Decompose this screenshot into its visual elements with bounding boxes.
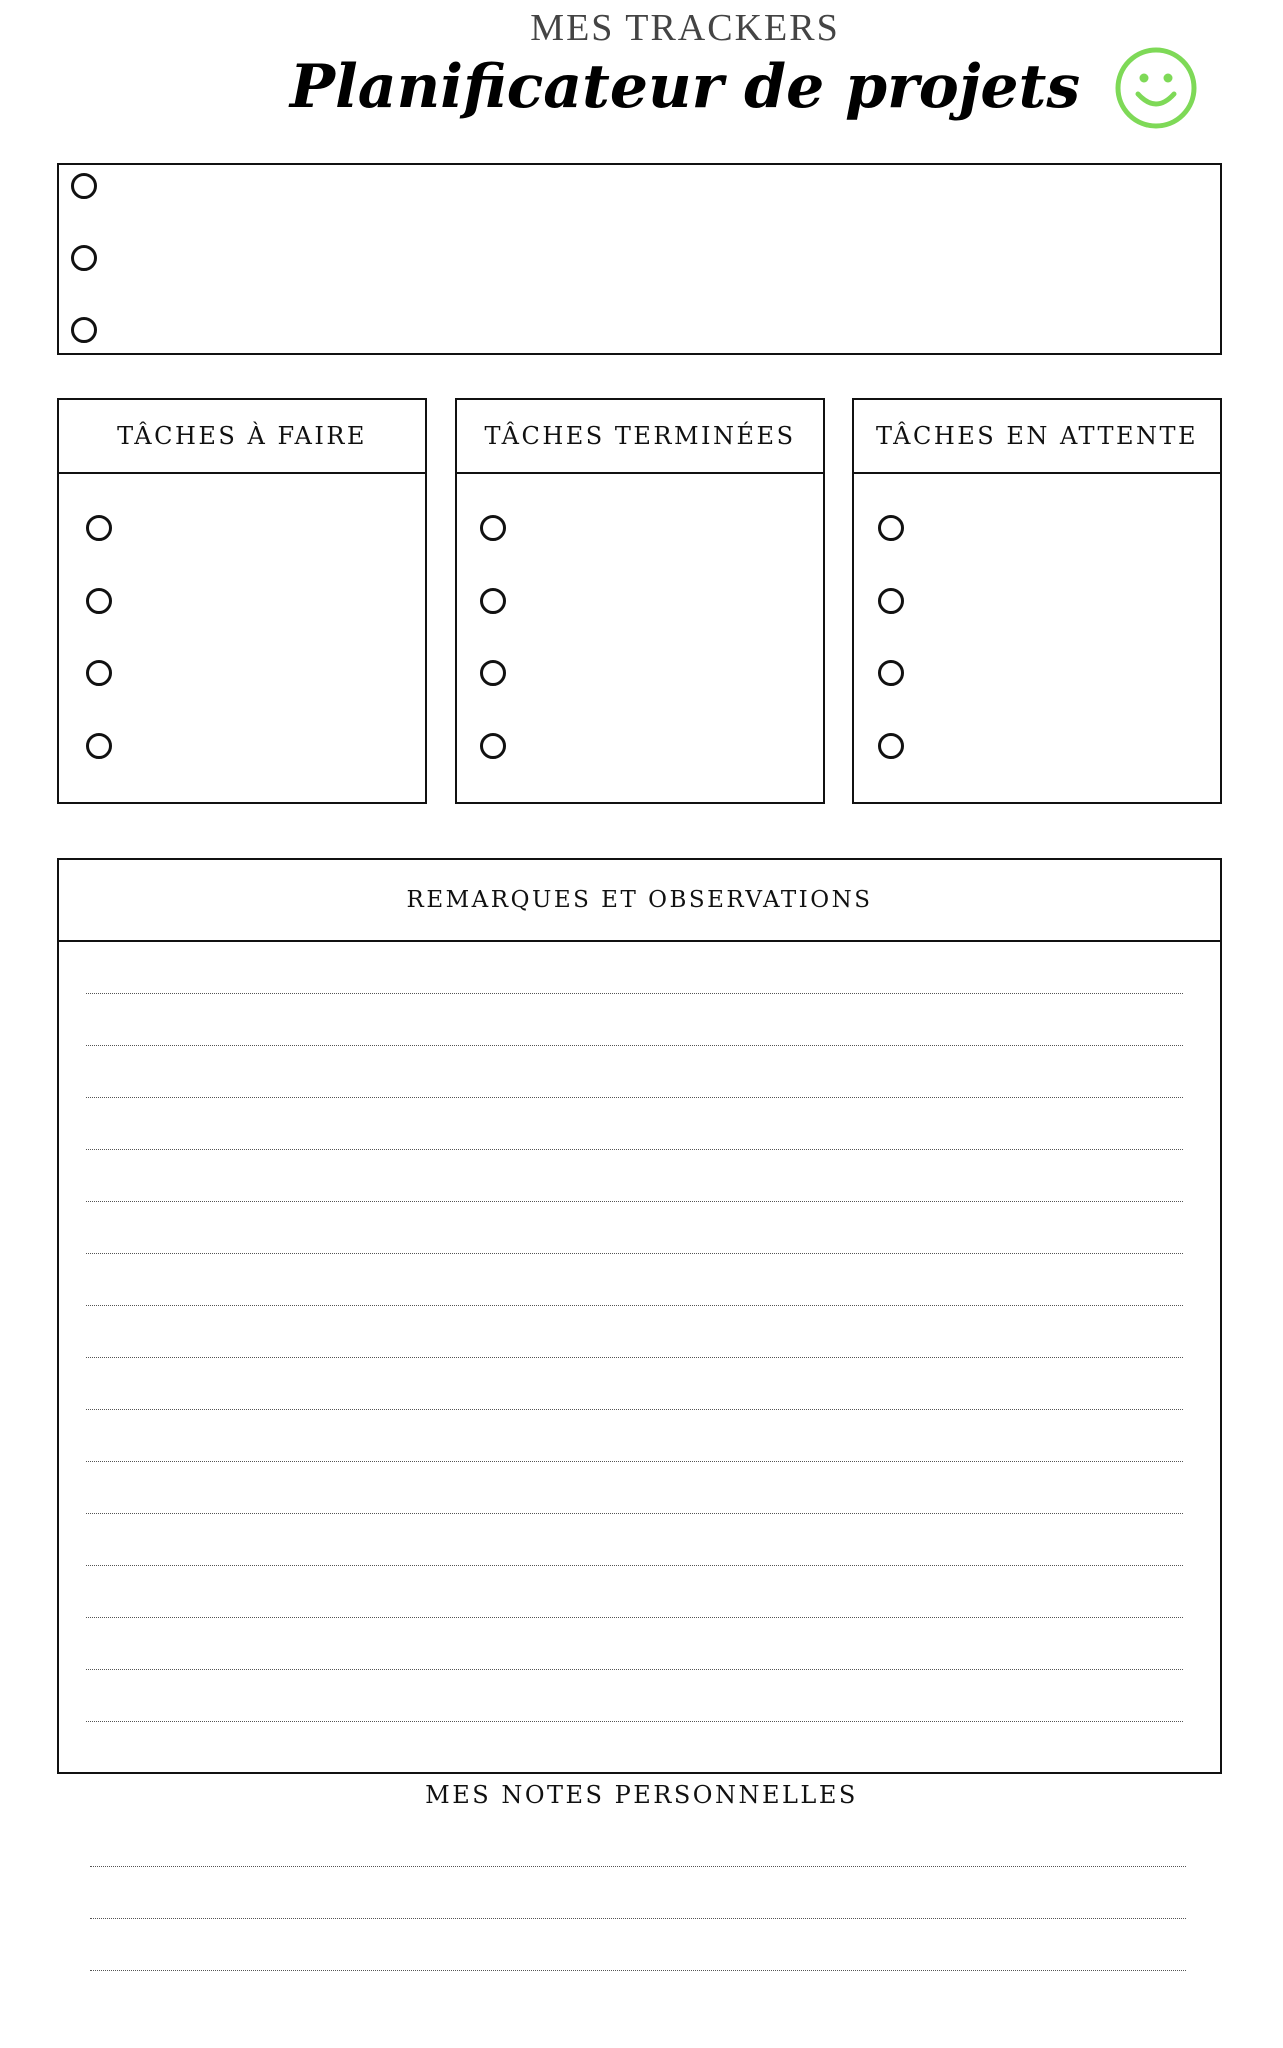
writing-line[interactable] [86, 1097, 1183, 1098]
column-header: TÂCHES TERMINÉES [457, 400, 823, 474]
writing-line[interactable] [86, 1565, 1183, 1566]
writing-line[interactable] [86, 1253, 1183, 1254]
writing-line[interactable] [86, 1409, 1183, 1410]
column-header: TÂCHES À FAIRE [59, 400, 425, 474]
writing-line[interactable] [90, 1866, 1186, 1867]
smiley-icon [1114, 46, 1198, 130]
page-eyebrow: MES TRACKERS [530, 7, 840, 49]
writing-line[interactable] [86, 993, 1183, 994]
writing-line[interactable] [86, 1513, 1183, 1514]
checkbox-circle[interactable] [71, 245, 97, 271]
column-done [455, 398, 825, 804]
checkbox-circle[interactable] [86, 733, 112, 759]
notes-box [57, 858, 1222, 1774]
checkbox-circle[interactable] [480, 733, 506, 759]
checkbox-circle[interactable] [71, 173, 97, 199]
writing-line[interactable] [86, 1305, 1183, 1306]
checkbox-circle[interactable] [480, 515, 506, 541]
writing-line[interactable] [90, 1970, 1186, 1971]
writing-line[interactable] [90, 1918, 1186, 1919]
column-pending [852, 398, 1222, 804]
writing-line[interactable] [86, 1045, 1183, 1046]
column-todo [57, 398, 427, 804]
checkbox-circle[interactable] [71, 317, 97, 343]
writing-line[interactable] [86, 1461, 1183, 1462]
writing-line[interactable] [86, 1357, 1183, 1358]
checkbox-circle[interactable] [480, 588, 506, 614]
writing-line[interactable] [86, 1201, 1183, 1202]
column-header: TÂCHES EN ATTENTE [854, 400, 1220, 474]
writing-line[interactable] [86, 1617, 1183, 1618]
notes-header: REMARQUES ET OBSERVATIONS [59, 860, 1220, 942]
checkbox-circle[interactable] [878, 660, 904, 686]
objectives-box [57, 163, 1222, 355]
checkbox-circle[interactable] [878, 733, 904, 759]
checkbox-circle[interactable] [878, 515, 904, 541]
checkbox-circle[interactable] [480, 660, 506, 686]
personal-notes-label: MES NOTES PERSONNELLES [425, 1781, 858, 1809]
writing-line[interactable] [86, 1149, 1183, 1150]
checkbox-circle[interactable] [878, 588, 904, 614]
writing-line[interactable] [86, 1669, 1183, 1670]
checkbox-circle[interactable] [86, 660, 112, 686]
writing-line[interactable] [86, 1721, 1183, 1722]
checkbox-circle[interactable] [86, 515, 112, 541]
checkbox-circle[interactable] [86, 588, 112, 614]
page-title: Planificateur de projets [289, 52, 1081, 122]
